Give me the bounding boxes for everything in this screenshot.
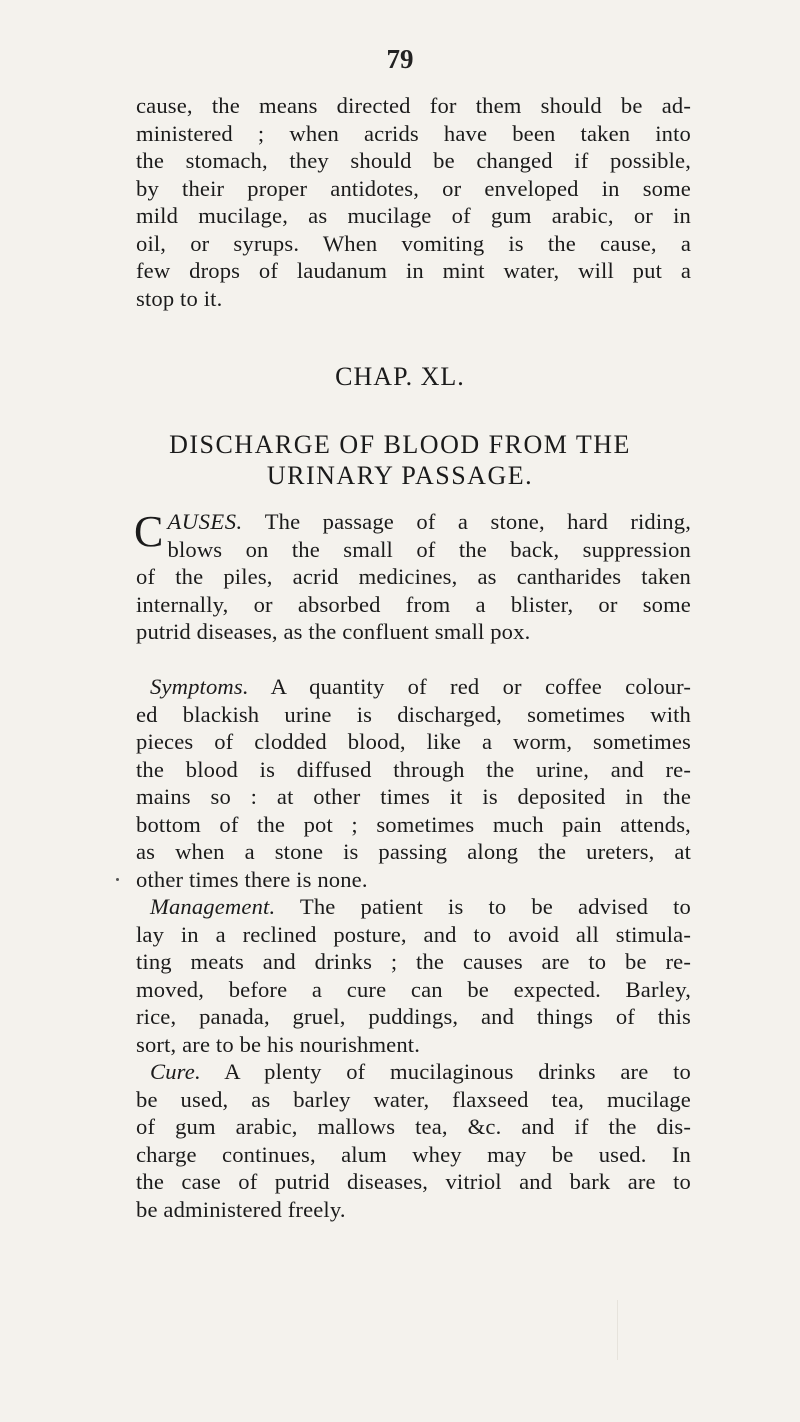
text-line: of the piles, acrid medicines, as cantharides taken <box>136 564 691 589</box>
text-line: of gum arabic, mallows tea, &c. and if the dis- <box>136 1114 691 1139</box>
chapter-title-continued: URINARY PASSAGE. <box>266 461 534 490</box>
text-line: sort, are to be his nourishment. <box>136 1031 421 1057</box>
text-line: be used, as barley water, flaxseed tea, mucilage <box>136 1086 691 1112</box>
text-line: pieces of clodded blood, like a worm, sometimes <box>136 729 691 754</box>
text-run: A quantity of red or coffee colour- <box>270 674 692 699</box>
section-heading-management: Management. <box>150 894 276 919</box>
text-line <box>136 508 691 536</box>
text-line: the stomach, they should be changed if possible, <box>136 148 691 173</box>
chapter-number: CHAP. XL. <box>335 362 465 391</box>
text-line: mains so : at other times it is deposited in the <box>136 784 691 809</box>
text-line: ministered ; when acrids have been taken into <box>136 120 691 146</box>
page-number: 79 <box>386 44 414 74</box>
text-line: blows on the small of the back, suppression <box>167 536 691 562</box>
drop-cap: C <box>134 507 164 556</box>
ink-speck <box>116 878 119 881</box>
text-line <box>136 1058 691 1086</box>
text-line: other times there is none. <box>136 866 368 892</box>
section-heading-symptoms: Symptoms. <box>150 674 249 699</box>
section-heading-cure: Cure. <box>150 1059 201 1084</box>
text-line: charge continues, alum whey may be used. In <box>136 1141 691 1167</box>
causes-paragraph <box>136 508 691 646</box>
cure-paragraph <box>136 1058 691 1223</box>
text-line: stop to it. <box>136 285 223 311</box>
section-heading-causes: AUSES. <box>167 509 243 534</box>
text-line: moved, before a cure can be expected. Barley, <box>136 976 691 1002</box>
text-line: ed blackish urine is discharged, sometimes with <box>136 701 691 727</box>
text-line: by their proper antidotes, or enveloped in some <box>136 175 691 201</box>
text-line: lay in a reclined posture, and to avoid all stimula- <box>136 921 691 947</box>
text-line: internally, or absorbed from a blister, or some <box>136 591 691 617</box>
text-line: oil, or syrups. When vomiting is the cause, a <box>136 230 691 256</box>
text-line: ting meats and drinks ; the causes are to be re- <box>136 949 691 974</box>
symptoms-paragraph <box>136 673 691 893</box>
text-line <box>136 893 691 921</box>
management-paragraph <box>136 893 691 1058</box>
text-line: putrid diseases, as the confluent small pox. <box>136 619 531 644</box>
text-line: bottom of the pot ; sometimes much pain attends, <box>136 811 691 837</box>
text-line: as when a stone is passing along the ureters, at <box>136 839 691 864</box>
text-run: The passage of a stone, hard riding, <box>264 509 692 534</box>
text-line: rice, panada, gruel, puddings, and things of this <box>136 1004 691 1029</box>
text-run: A plenty of mucilaginous drinks are to <box>224 1059 691 1084</box>
text-line: few drops of laudanum in mint water, will put a <box>136 258 691 283</box>
text-line: the case of putrid diseases, vitriol and bark are to <box>136 1169 691 1194</box>
paper-mark <box>617 1300 618 1360</box>
chapter-title: DISCHARGE OF BLOOD FROM THE <box>169 430 631 459</box>
text-run: The patient is to be advised to <box>299 894 691 919</box>
text-line <box>136 673 691 701</box>
continuation-paragraph <box>136 92 691 312</box>
text-line: the blood is diffused through the urine, and re- <box>136 756 691 782</box>
text-line: cause, the means directed for them should be ad- <box>136 93 691 118</box>
text-line: mild mucilage, as mucilage of gum arabic, or in <box>136 203 691 228</box>
text-line: be administered freely. <box>136 1196 346 1222</box>
